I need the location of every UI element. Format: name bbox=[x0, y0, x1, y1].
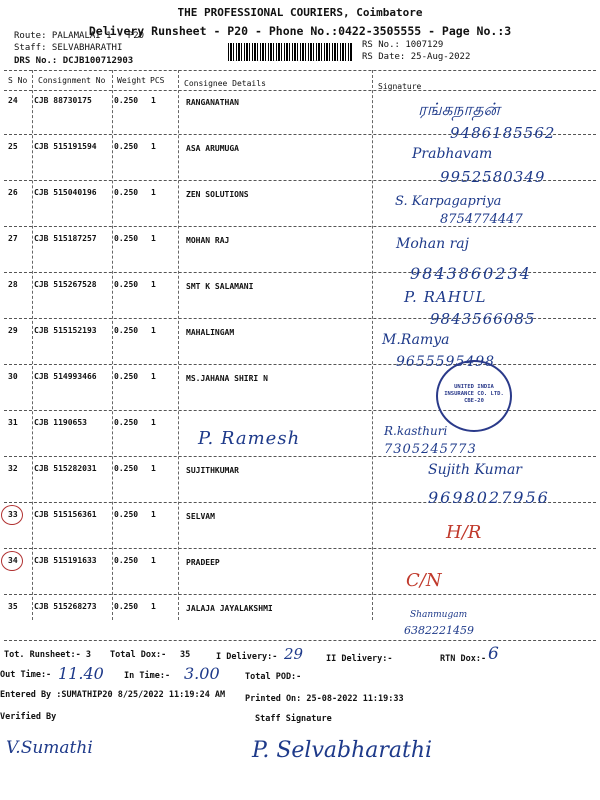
row-consignment: CJB 515267528 bbox=[34, 280, 97, 289]
row-pcs: 1 bbox=[151, 142, 156, 151]
runsheet-title: Delivery Runsheet - P20 - Phone No.:0422-3505555 - Page No.:3 bbox=[88, 24, 512, 38]
row-divider bbox=[4, 548, 596, 549]
col-sno: S No bbox=[8, 76, 28, 85]
row-pcs: 1 bbox=[151, 326, 156, 335]
handwritten-signature: Mohan raj bbox=[396, 236, 469, 252]
row-consignee: SUJITHKUMAR bbox=[186, 466, 239, 475]
row-pcs: 1 bbox=[151, 188, 156, 197]
col-pcs: PCS bbox=[150, 76, 165, 85]
row-sno: 28 bbox=[8, 280, 18, 289]
i-delivery-label: I Delivery:- bbox=[216, 652, 278, 662]
in-time-value: 3.00 bbox=[184, 664, 220, 683]
row-consignee: RANGANATHAN bbox=[186, 98, 239, 107]
handwritten-signature: Prabhavam bbox=[412, 146, 493, 162]
row-pcs: 1 bbox=[151, 602, 156, 611]
staff-signature-label: Staff Signature bbox=[255, 714, 332, 724]
row-consignment: CJB 88730175 bbox=[34, 96, 92, 105]
row-sno: 30 bbox=[8, 372, 18, 381]
row-pcs: 1 bbox=[151, 464, 156, 473]
ii-delivery-label: II Delivery:- bbox=[326, 654, 393, 664]
row-pcs: 1 bbox=[151, 556, 156, 565]
table-bottom-rule bbox=[4, 640, 596, 641]
handwritten-note: C/N bbox=[406, 570, 442, 591]
handwritten-phone: 9698027956 bbox=[428, 488, 550, 507]
row-weight: 0.250 bbox=[114, 280, 139, 289]
row-sno: 29 bbox=[8, 326, 18, 335]
row-divider bbox=[4, 594, 596, 595]
row-consignment: CJB 515282031 bbox=[34, 464, 97, 473]
handwritten-phone: 9655595498 bbox=[396, 354, 496, 370]
row-pcs: 1 bbox=[151, 372, 156, 381]
row-weight: 0.250 bbox=[114, 326, 139, 335]
row-pcs: 1 bbox=[151, 96, 156, 105]
col-divider bbox=[32, 70, 33, 620]
total-dox-value: 35 bbox=[180, 650, 191, 660]
row-weight: 0.250 bbox=[114, 142, 139, 151]
row-consignee: PRADEEP bbox=[186, 558, 220, 567]
insurance-stamp bbox=[436, 360, 512, 432]
row-weight: 0.250 bbox=[114, 188, 139, 197]
row-consignee: SELVAM bbox=[186, 512, 215, 521]
handwritten-phone: 8754774447 bbox=[440, 212, 523, 227]
table-header-rule bbox=[4, 90, 596, 91]
handwritten-phone: 9843860234 bbox=[410, 264, 532, 283]
row-sno: 32 bbox=[8, 464, 18, 473]
handwritten-phone: 6382221459 bbox=[404, 624, 474, 637]
row-consignee: MS.JAHANA SHIRI N bbox=[186, 374, 268, 383]
handwritten-signature: P. RAHUL bbox=[404, 288, 487, 306]
row-consignee: ASA ARUMUGA bbox=[186, 144, 239, 153]
total-pod-label: Total POD:- bbox=[245, 672, 302, 682]
col-divider bbox=[178, 70, 179, 620]
row-consignee: MAHALINGAM bbox=[186, 328, 235, 337]
row-consignment: CJB 515187257 bbox=[34, 234, 97, 243]
row-divider bbox=[4, 364, 596, 365]
total-dox-label: Total Dox:- bbox=[110, 650, 167, 660]
handwritten-signature: M.Ramya bbox=[382, 332, 450, 348]
row-consignee: SMT K SALAMANI bbox=[186, 282, 254, 291]
row-weight: 0.250 bbox=[114, 556, 139, 565]
rtn-dox-value: 6 bbox=[488, 644, 499, 664]
row-sno: 35 bbox=[8, 602, 18, 611]
handwritten-signature: Shanmugam bbox=[410, 610, 468, 620]
row-weight: 0.250 bbox=[114, 234, 139, 243]
row-consignment: CJB 515040196 bbox=[34, 188, 97, 197]
row-weight: 0.250 bbox=[114, 418, 139, 427]
row-sno: 24 bbox=[8, 96, 18, 105]
rtn-dox-label: RTN Dox:- bbox=[440, 654, 487, 664]
out-time-value: 11.40 bbox=[58, 664, 104, 683]
row-pcs: 1 bbox=[151, 418, 156, 427]
col-consignee: Consignee Details bbox=[184, 79, 266, 88]
row-consignee: ZEN SOLUTIONS bbox=[186, 190, 249, 199]
stamp-text: UNITED INDIA INSURANCE CO. LTD. CBE-20 bbox=[444, 384, 504, 404]
row-weight: 0.250 bbox=[114, 96, 139, 105]
handwritten-signature: Sujith Kumar bbox=[428, 462, 523, 478]
in-time-label: In Time:- bbox=[124, 671, 171, 681]
row-consignment: CJB 1190653 bbox=[34, 418, 87, 427]
row-consignment: CJB 515191633 bbox=[34, 556, 97, 565]
drs-number: DRS No.: DCJB100712903 bbox=[14, 56, 134, 66]
circle-mark bbox=[1, 505, 23, 525]
handwritten-phone: 9952580349 bbox=[440, 168, 546, 186]
row-sno: 27 bbox=[8, 234, 18, 243]
row-consignment: CJB 515152193 bbox=[34, 326, 97, 335]
handwritten-phone: 7305245773 bbox=[384, 442, 477, 457]
col-consignment: Consignment No bbox=[38, 76, 106, 85]
table-top-rule bbox=[4, 70, 596, 71]
row-sno: 34 bbox=[8, 556, 18, 565]
row-pcs: 1 bbox=[151, 234, 156, 243]
row-weight: 0.250 bbox=[114, 510, 139, 519]
rs-number: RS No.: 1007129 bbox=[362, 40, 444, 50]
printed-on: Printed On: 25-08-2022 11:19:33 bbox=[245, 694, 404, 704]
tot-runsheet: Tot. Runsheet:- 3 bbox=[4, 650, 91, 660]
verified-signature: V.Sumathi bbox=[6, 738, 93, 758]
row-sno: 31 bbox=[8, 418, 18, 427]
handwritten-phone: 9486185562 bbox=[450, 124, 556, 142]
col-weight: Weight bbox=[117, 76, 146, 85]
row-consignment: CJB 515268273 bbox=[34, 602, 97, 611]
row-sno: 33 bbox=[8, 510, 18, 519]
row-consignee: JALAJA JAYALAKSHMI bbox=[186, 604, 273, 613]
entered-by: Entered By :SUMATHIP20 8/25/2022 11:19:24 AM bbox=[0, 690, 226, 700]
company-title: THE PROFESSIONAL COURIERS, Coimbatore bbox=[177, 6, 423, 19]
row-weight: 0.250 bbox=[114, 464, 139, 473]
handwritten-phone: 9843566085 bbox=[430, 310, 536, 328]
row-divider bbox=[4, 456, 596, 457]
staff-handwritten-signature: P. Selvabharathi bbox=[252, 738, 433, 763]
row-pcs: 1 bbox=[151, 280, 156, 289]
row-pcs: 1 bbox=[151, 510, 156, 519]
row-weight: 0.250 bbox=[114, 602, 139, 611]
row-sno: 26 bbox=[8, 188, 18, 197]
barcode bbox=[228, 43, 352, 61]
handwritten-name: P. Ramesh bbox=[198, 428, 301, 449]
row-consignee: MOHAN RAJ bbox=[186, 236, 230, 245]
circle-mark bbox=[1, 551, 23, 571]
rs-date: RS Date: 25-Aug-2022 bbox=[362, 52, 471, 62]
verified-by-label: Verified By bbox=[0, 712, 57, 722]
handwritten-signature: ரங்கநாதன் bbox=[418, 100, 500, 120]
row-sno: 25 bbox=[8, 142, 18, 151]
i-delivery-value: 29 bbox=[284, 645, 304, 663]
staff-label: Staff: SELVABHARATHI bbox=[14, 43, 123, 53]
col-signature: Signature bbox=[378, 82, 422, 91]
handwritten-signature: R.kasthuri bbox=[384, 424, 448, 438]
handwritten-signature: S. Karpagapriya bbox=[395, 194, 502, 209]
route-label: Route: PALAMALAI 1 - P20 bbox=[14, 31, 145, 41]
row-weight: 0.250 bbox=[114, 372, 139, 381]
handwritten-note: H/R bbox=[446, 522, 482, 543]
row-consignment: CJB 515156361 bbox=[34, 510, 97, 519]
row-consignment: CJB 514993466 bbox=[34, 372, 97, 381]
col-divider bbox=[372, 70, 373, 620]
col-divider bbox=[112, 70, 113, 620]
out-time-label: Out Time:- bbox=[0, 670, 52, 680]
row-consignment: CJB 515191594 bbox=[34, 142, 97, 151]
